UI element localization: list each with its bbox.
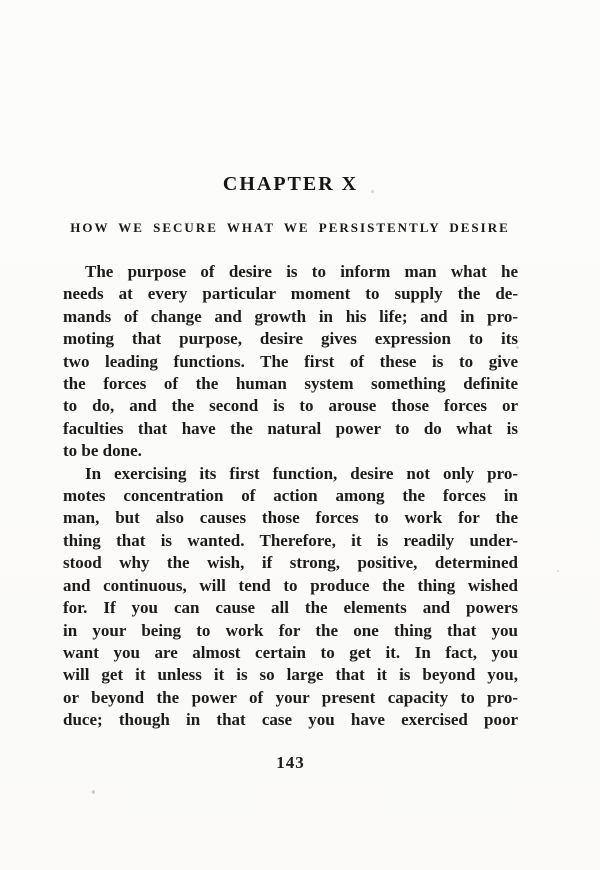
- text-line: The purpose of desire is to inform man what he: [85, 262, 518, 281]
- text-line: in your being to work for the one thing that you: [63, 620, 518, 640]
- paragraph: [63, 463, 518, 732]
- text-line: mands of change and growth in his life; and in pro-: [63, 306, 518, 326]
- scan-speck: [92, 790, 95, 794]
- text-line: man, but also causes those forces to work for the: [63, 508, 518, 528]
- paragraph: [63, 261, 518, 463]
- text-line: for. If you can cause all the elements and powers: [63, 598, 518, 618]
- text-line: In exercising its first function, desire not only pro-: [85, 463, 518, 483]
- scan-speck: [557, 570, 559, 572]
- body-text: [63, 261, 518, 732]
- text-line: will get it unless it is so large that it is beyond you,: [63, 665, 518, 685]
- text-line: to do, and the second is to arouse those forces or: [63, 396, 518, 416]
- text-line: faculties that have the natural power to do what is: [63, 418, 518, 438]
- text-line: and continuous, will tend to produce the thing wished: [63, 575, 518, 595]
- text-line: thing that is wanted. Therefore, it is readily under-: [63, 530, 518, 550]
- text-line: to be done.: [63, 441, 142, 461]
- chapter-subtitle: HOW WE SECURE WHAT WE PERSISTENTLY DESIRE: [70, 220, 510, 235]
- chapter-heading: CHAPTER X: [222, 173, 359, 195]
- text-line: stood why the wish, if strong, positive, determined: [63, 553, 518, 573]
- text-line: two leading functions. The first of these is to give: [63, 351, 518, 371]
- scan-speck: [371, 190, 374, 193]
- text-line: the forces of the human system something definite: [63, 374, 518, 394]
- text-line: moting that purpose, desire gives expression to its: [63, 329, 518, 349]
- text-line: motes concentration of action among the forces in: [63, 486, 518, 506]
- text-line: needs at every particular moment to supply the de-: [63, 284, 518, 304]
- text-line: duce; though in that case you have exercised poor: [63, 710, 518, 730]
- scan-speck: [516, 346, 519, 349]
- text-line: want you are almost certain to get it. In fact, you: [63, 642, 518, 662]
- text-line: or beyond the power of your present capacity to pro-: [63, 687, 518, 707]
- page-number: 143: [276, 753, 305, 772]
